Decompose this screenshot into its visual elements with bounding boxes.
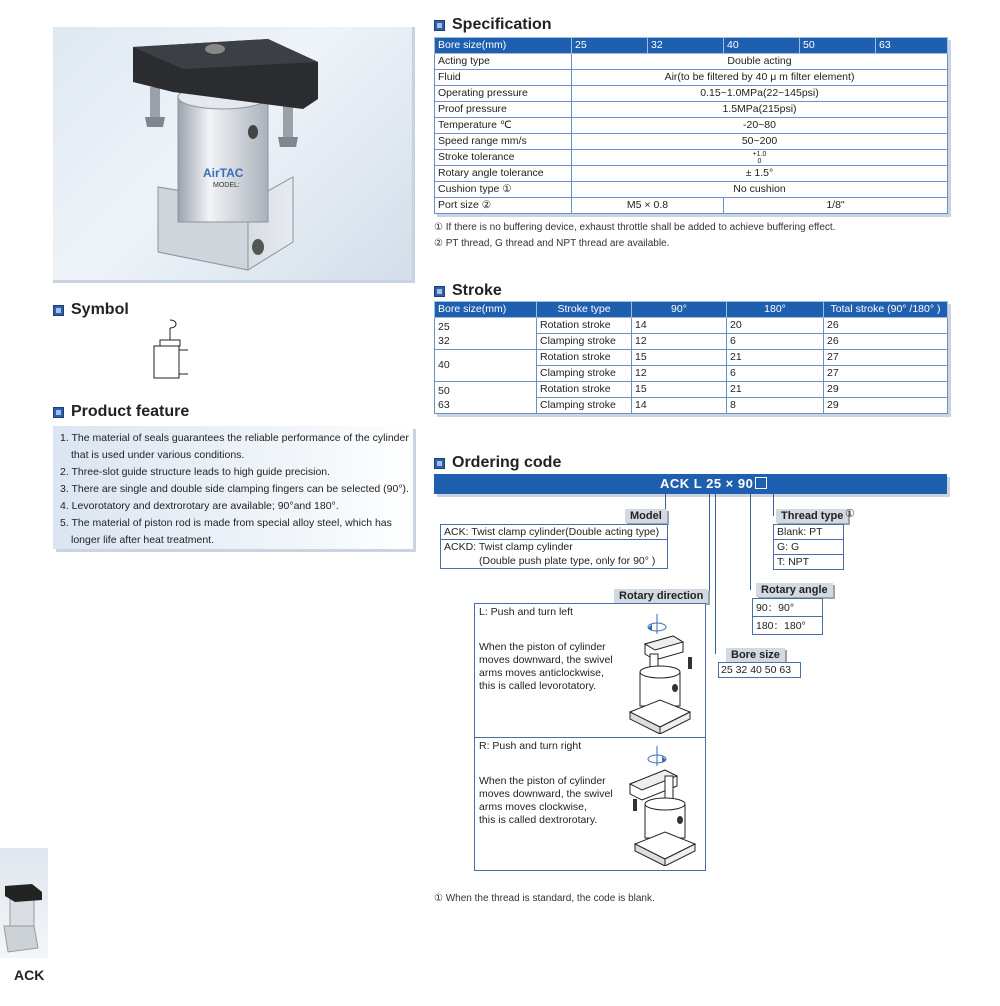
stroke-type-cell: Clamping stroke [537,334,632,350]
spec-row [435,134,948,150]
stroke-total-cell: 27 [824,350,948,366]
spec-value: -20~80 [572,118,948,134]
section-title: Specification [452,16,552,33]
right-turn-panel [475,738,705,870]
header-cell: Bore size(mm) [435,38,572,54]
section-title: Ordering code [452,454,562,471]
stroke-value-cell: 8 [727,398,824,414]
stroke-value-cell: 20 [727,318,824,334]
model-option: ACK: Twist clamp cylinder(Double acting type) [441,525,667,540]
bore-header-cell: 63 [876,38,948,54]
section-stroke [434,282,502,300]
spec-value [572,150,948,166]
bore-cell: 40 [435,350,537,382]
port-size-small: M5 × 0.8 [572,198,724,214]
pneumatic-symbol-icon [148,318,193,382]
section-title: Product feature [71,403,190,420]
stroke-value-cell: 14 [632,398,727,414]
stroke-value-cell: 6 [727,366,824,382]
section-specification [434,16,552,34]
cylinder-illustration [53,27,415,283]
specification-table [434,37,948,214]
stroke-value-cell: 14 [632,318,727,334]
spec-label: Operating pressure [435,86,572,102]
feature-item: that is used under various conditions. [71,449,245,461]
section-bullet-icon [434,286,445,297]
cylinder-thumbnail-icon [0,848,48,958]
spec-row [435,166,948,182]
bore-size-tag: Bore size [726,648,785,662]
stroke-value-cell: 12 [632,334,727,350]
thread-footnote-mark: ① [845,508,855,520]
stroke-total-cell: 26 [824,318,948,334]
stroke-total-cell: 29 [824,382,948,398]
model-box [440,524,668,569]
stroke-value-cell: 15 [632,350,727,366]
thread-option: T: NPT [777,556,810,568]
stroke-total-cell: 26 [824,334,948,350]
right-turn-desc: arms moves clockwise, [479,801,587,813]
rotary-angle-option: 90：90° [753,599,822,617]
feature-item: 1. The material of seals guarantees the reliable performance of the cylinder [60,432,409,444]
bore-header-cell: 50 [800,38,876,54]
right-turn-cylinder-icon [625,744,700,866]
section-bullet-icon [53,407,64,418]
spec-row [435,70,948,86]
bore-header-cell: 25 [572,38,648,54]
model-tag: Model [625,509,667,523]
spec-label: Temperature ℃ [435,118,572,134]
left-turn-title: L: Push and turn left [479,606,573,618]
stroke-type-cell: Clamping stroke [537,398,632,414]
thread-option: Blank: PT [774,525,843,540]
stroke-type-cell: Clamping stroke [537,366,632,382]
connector-line [773,494,774,516]
spec-label: Port size ② [435,198,572,214]
model-text: MODEL: [213,182,240,189]
stroke-total-cell: 27 [824,366,948,382]
stroke-header-row [435,302,948,318]
spec-value: Double acting [572,54,948,70]
left-turn-panel [475,604,705,738]
header-cell: Bore size(mm) [435,302,537,318]
section-bullet-icon [434,458,445,469]
tolerance-upper: +1.0 [752,150,767,158]
section-bullet-icon [434,20,445,31]
section-product-feature [53,403,189,421]
ordering-footnote: ① When the thread is standard, the code is blank. [434,893,655,904]
feature-list [53,426,413,549]
model-option: ACKD: Twist clamp cylinder [444,541,573,553]
brand-text: AirTAC [203,166,244,180]
left-turn-desc: arms moves anticlockwise, [479,667,604,679]
spec-value: Air(to be filtered by 40 μ m filter element) [572,70,948,86]
ordering-code: ACK L 25 × 90 [660,476,767,491]
stroke-row [435,350,948,366]
port-size-large: 1/8" [724,198,948,214]
side-thumbnail [0,848,48,958]
spec-value: 0.15~1.0MPa(22~145psi) [572,86,948,102]
spec-row [435,118,948,134]
feature-item: 3. There are single and double side clamping fingers can be selected (90°). [60,483,409,495]
spec-label: Speed range mm/s [435,134,572,150]
left-turn-desc: moves downward, the swivel [479,654,613,666]
rotary-angle-box [752,598,823,635]
section-symbol [53,301,129,319]
spec-row [435,150,948,166]
stroke-type-cell: Rotation stroke [537,382,632,398]
spec-row [435,102,948,118]
spec-value: ± 1.5° [572,166,948,182]
section-ordering-code [434,454,561,472]
stroke-type-cell: Rotation stroke [537,318,632,334]
header-cell: Stroke type [537,302,632,318]
bore-header-cell: 40 [724,38,800,54]
thread-option: G: G [774,540,843,555]
thread-type-tag: Thread type [776,509,848,523]
bore-size-values: 25 32 40 50 63 [718,662,801,678]
section-bullet-icon [53,305,64,316]
header-cell: 180° [727,302,824,318]
section-title: Stroke [452,282,502,299]
stroke-value-cell: 21 [727,350,824,366]
model-option: (Double push plate type, only for 90° ) [479,555,656,567]
feature-item: longer life after heat treatment. [71,534,214,546]
thread-code-box [755,477,767,489]
connector-line [715,494,716,654]
connector-line [750,494,751,590]
header-cell: 90° [632,302,727,318]
stroke-value-cell: 15 [632,382,727,398]
rotary-angle-tag: Rotary angle [756,583,833,597]
right-turn-desc: this is called dextrorotary. [479,814,598,826]
right-turn-desc: moves downward, the swivel [479,788,613,800]
bore-cell: 50 63 [435,382,537,414]
spec-row [435,182,948,198]
right-turn-desc: When the piston of cylinder [479,775,606,787]
stroke-value-cell: 6 [727,334,824,350]
spec-label: Proof pressure [435,102,572,118]
left-turn-desc: When the piston of cylinder [479,641,606,653]
spec-value: No cushion [572,182,948,198]
bore-header-cell: 32 [648,38,724,54]
bore-cell: 25 32 [435,318,537,350]
side-label: ACK [14,967,45,983]
stroke-table [434,301,948,414]
spec-row [435,54,948,70]
left-turn-desc: this is called levorotatory. [479,680,597,692]
feature-item: 5. The material of piston rod is made from special alloy steel, which has [60,517,392,529]
ordering-code-bar [434,474,947,494]
spec-label: Fluid [435,70,572,86]
spec-note: ② PT thread, G thread and NPT thread are available. [434,238,670,249]
spec-header-row [435,38,948,54]
stroke-row [435,382,948,398]
header-cell: Total stroke (90° /180° ) [824,302,948,318]
section-title: Symbol [71,301,129,318]
spec-label: Stroke tolerance [435,150,572,166]
tolerance-lower: 0 [757,157,762,165]
spec-row [435,86,948,102]
left-turn-cylinder-icon [625,612,700,734]
stroke-total-cell: 29 [824,398,948,414]
stroke-row [435,318,948,334]
feature-item: 2. Three-slot guide structure leads to high guide precision. [60,466,331,478]
spec-label: Rotary angle tolerance [435,166,572,182]
stroke-value-cell: 12 [632,366,727,382]
rotary-direction-tag: Rotary direction [614,589,708,603]
rotary-direction-box [474,603,706,871]
spec-label: Cushion type ① [435,182,572,198]
stroke-value-cell: 21 [727,382,824,398]
product-photo [53,27,415,283]
spec-label: Acting type [435,54,572,70]
connector-line [709,494,710,597]
feature-item: 4. Levorotatory and dextrorotary are available; 90°and 180°. [60,500,339,512]
spec-value: 50~200 [572,134,948,150]
thread-type-box [773,524,844,570]
spec-row [435,198,948,214]
right-turn-title: R: Push and turn right [479,740,582,752]
spec-note: ① If there is no buffering device, exhaust throttle shall be added to achieve buffering effect. [434,222,836,233]
rotary-angle-option: 180：180° [756,620,806,632]
spec-value: 1.5MPa(215psi) [572,102,948,118]
stroke-type-cell: Rotation stroke [537,350,632,366]
